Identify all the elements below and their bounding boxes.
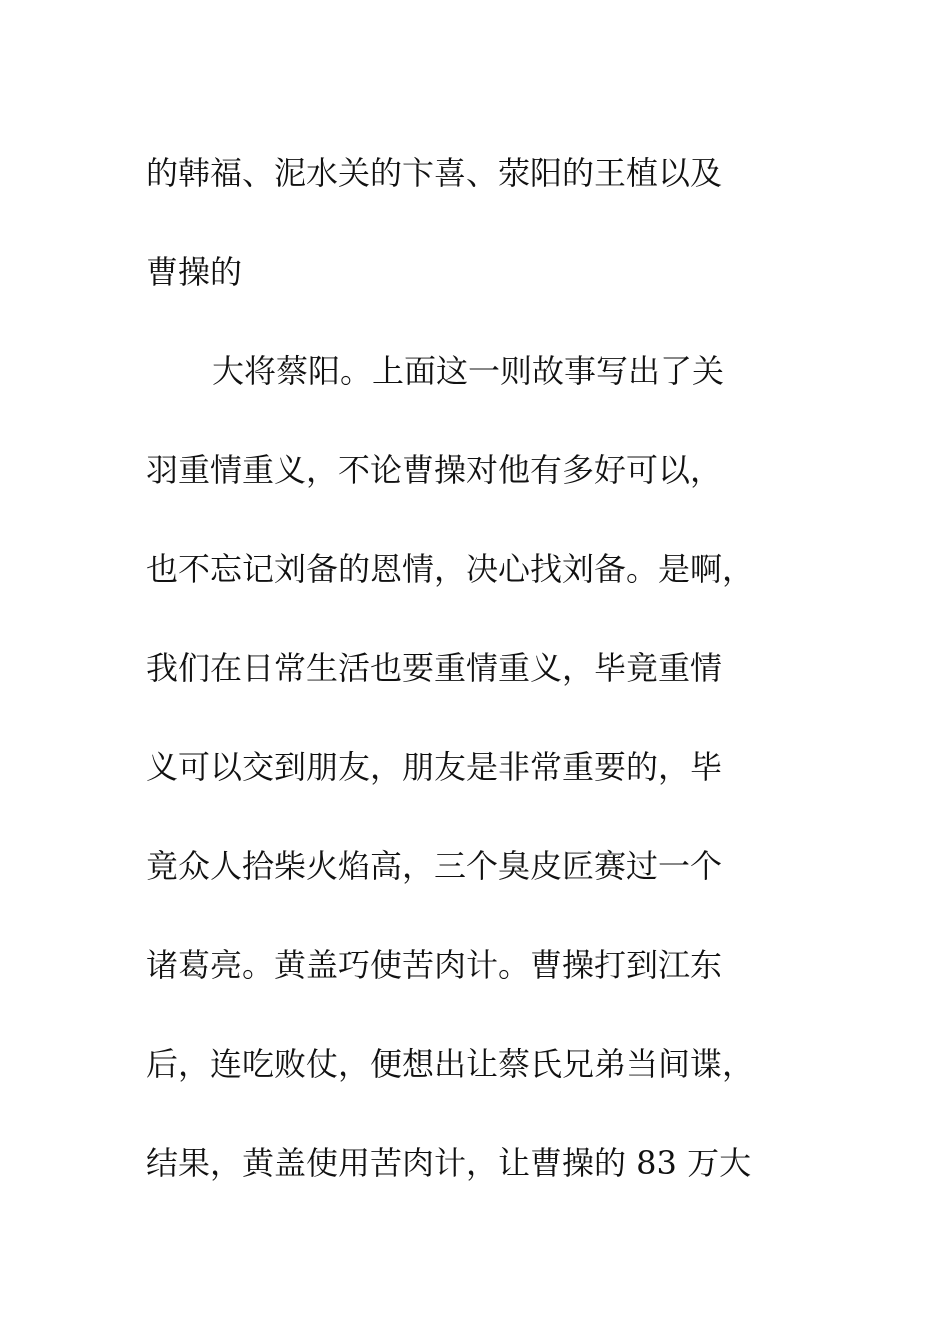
text-line-10: 后，连吃败仗，便想出让蔡氏兄弟当间谍， — [146, 1045, 755, 1083]
text-line-8: 竟众人拾柴火焰高，三个臭皮匠赛过一个 — [146, 847, 723, 885]
text-line-4: 羽重情重义，不论曹操对他有多好可以， — [146, 451, 723, 489]
body-text — [146, 124, 806, 1213]
text-line-1: 的韩福、泥水关的卞喜、荥阳的王植以及 — [146, 154, 723, 192]
text-line-11: 结果，黄盖使用苦肉计，让曹操的 83 万大 — [146, 1144, 752, 1182]
text-line-7: 义可以交到朋友，朋友是非常重要的，毕 — [146, 748, 723, 786]
text-line-9: 诸葛亮。黄盖巧使苦肉计。曹操打到江东 — [146, 946, 723, 984]
text-line-3: 大将蔡阳。上面这一则故事写出了关 — [212, 352, 725, 390]
text-line-5: 也不忘记刘备的恩情，决心找刘备。是啊， — [146, 550, 755, 588]
text-line-6: 我们在日常生活也要重情重义，毕竟重情 — [146, 649, 723, 687]
text-line-2: 曹操的 — [146, 253, 243, 291]
